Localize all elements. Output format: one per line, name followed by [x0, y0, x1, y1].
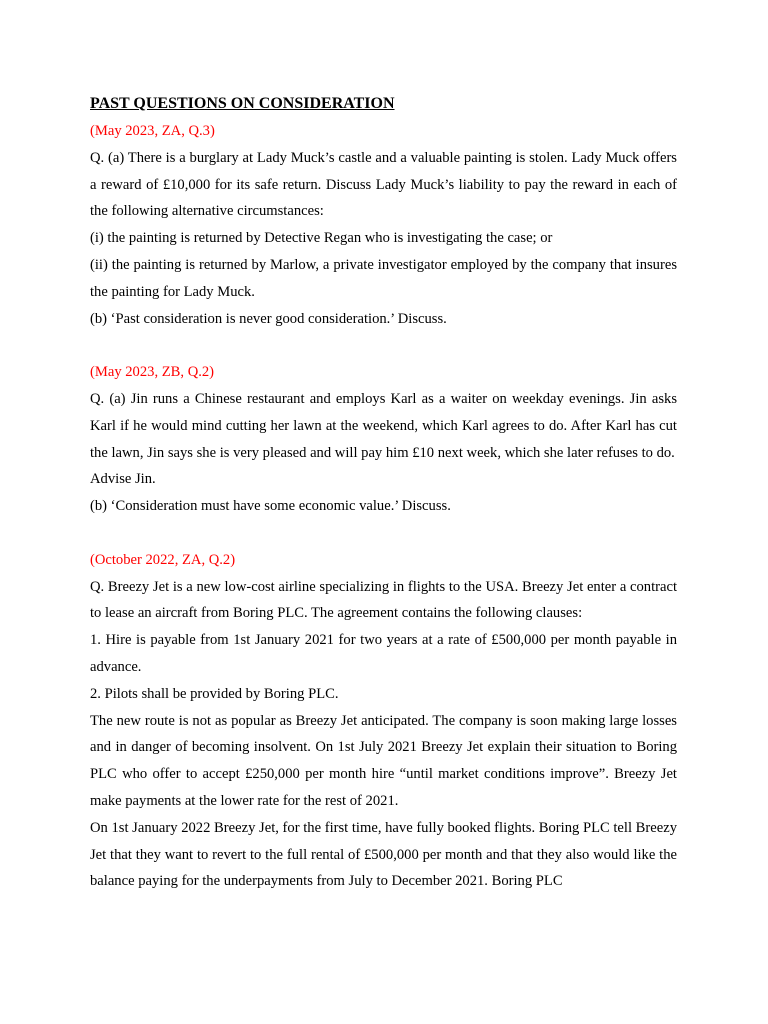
question-reference: (May 2023, ZA, Q.3)	[90, 123, 215, 139]
question-paragraph: (i) the painting is returned by Detective Regan who is investigating the case; or	[90, 230, 553, 247]
document-page	[90, 92, 677, 895]
question-reference: (May 2023, ZB, Q.2)	[90, 364, 215, 381]
question-paragraph: The new route is not as popular as Breezy Jet anticipated. The company is soon making large losses and in danger of becoming insolvent. On 1st July 2021 Breezy Jet explain their situation to Boring PLC who offer to accept £250,000 per month hire “until market conditions improve”. Breezy Jet make payments at the lower rate for the rest of 2021.	[90, 712, 677, 809]
question-paragraph: (ii) the painting is returned by Marlow, a private investigator employed by the company that insures the painting for Lady Muck.	[90, 256, 677, 300]
question-section	[90, 359, 677, 520]
section-spacer	[90, 520, 677, 547]
question-paragraph: On 1st January 2022 Breezy Jet, for the first time, have fully booked flights. Boring PLC tell Breezy Jet that they want to revert to the full rental of £500,000 per month and that they also would like the balance paying for the underpayments from July to December 2021. Boring PLC	[90, 819, 677, 890]
question-paragraph: Q. Breezy Jet is a new low-cost airline specializing in flights to the USA. Breezy Jet enter a contract to lease an aircraft from Boring PLC. The agreement contains the following clauses:	[90, 578, 677, 622]
question-paragraph: (b) ‘Past consideration is never good consideration.’ Discuss.	[90, 310, 447, 327]
question-paragraph: (b) ‘Consideration must have some economic value.’ Discuss.	[90, 498, 451, 515]
question-reference: (October 2022, ZA, Q.2)	[90, 551, 236, 568]
question-paragraph: Q. (a) Jin runs a Chinese restaurant and employs Karl as a waiter on weekday evenings. Jin asks Karl if he would mind cutting her lawn at the weekend, which Karl agrees to do. After Karl has cut the lawn, Jin says she is very pleased and will pay him £10 next week, which she later refuses to do.	[90, 390, 677, 461]
document-title: PAST QUESTIONS ON CONSIDERATION	[90, 95, 395, 112]
question-section	[90, 118, 677, 332]
question-paragraph: Q. (a) There is a burglary at Lady Muck’s castle and a valuable painting is stolen. Lady Muck offers a reward of £10,000 for its safe return. Discuss Lady Muck’s liability to pay the reward in each of the following alternative circumstances:	[90, 149, 677, 220]
question-paragraph: Advise Jin.	[90, 471, 156, 488]
question-paragraph: 1. Hire is payable from 1st January 2021 for two years at a rate of £500,000 per month payable in advance.	[90, 632, 677, 675]
question-paragraph: 2. Pilots shall be provided by Boring PLC.	[90, 685, 339, 702]
question-section	[90, 547, 677, 895]
section-spacer	[90, 332, 677, 359]
